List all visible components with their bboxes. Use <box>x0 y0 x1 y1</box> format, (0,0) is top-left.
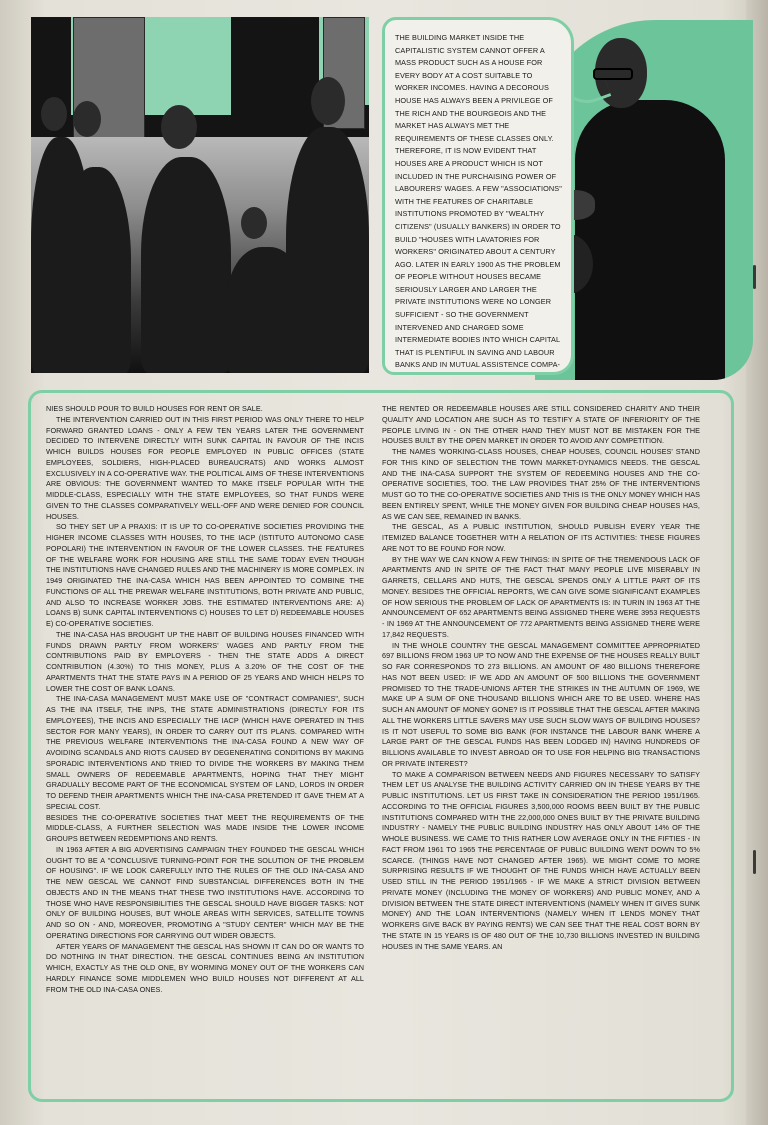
staple-bottom <box>753 850 756 874</box>
left-paragraph: IN 1963 AFTER A BIG ADVERTISING CAMPAIGN THEY FOUNDED THE GESCAL WHICH OUGHT TO BE A "CONCLUSIVE TURNING-POINT FOR THE SOLUTION OF THE PROBLEM OF HOUSING". IF WE LOOK CAREFULLY INTO THE RULES OF THE OLD INA-CASA AND THE NEW GESCAL WE CANNOT FIND SUBSTANCIAL DIFFERENCES BOTH IN THE OBJECTS AND IN THE MEANS THAT THESE TWO INSTITUTIONS HAVE. ACCORDING TO THOSE WHO HAVE RESPONSIBILITIES THE GESCAL SHOULD HAVE BIGGER TASKS: NOT ONLY OF BUILDING HOUSES, BUT WHOLE AREAS WITH SERVICES, SATELLITE TOWNS AND SO ON - AND, MOREOVER, PROMOTING A "STUDY CENTER" WHICH MAY BE THE OPERATING DIRECTIONS FOR CARRYING OUT WIDER OBJECTS. <box>46 844 364 940</box>
right-paragraph: IN THE WHOLE COUNTRY THE GESCAL MANAGEMENT COMMITTEE APPROPRIATED 697 BILLIONS FROM 1963 UP TO NOW AND THE EXPENSE OF THE HOUSES REALLY BUILT SO FAR CORRESPONDS TO 273 BILLIONS. AN AMOUNT OF 480 BILLIONS THEREFORE HAS NOT BEEN USED: IF WE ADD AN AMOUNT OF 500 BILLIONS THE GOVERNMENT PROMISED TO THE TRADE-UNIONS AFTER THE STRIKES IN THE AUTUMN OF 1969, WE MAKE UP A SUM OF ONE THOUSAND BILLIONS WHICH ARE TO BE USED. WHERE HAS SUCH AN AMOUNT OF MONEY GONE? IS IT POSSIBLE THAT THE GESCAL AFTER MAKING ALL THE WORKERS LITTLE SAVERS MAY USE SUCH SLOW WAYS OF BUILDING HOUSES? IS IT NOT USEFUL TO SOME BIG BANK (FOR INSTANCE THE LABOUR BANK WHERE A LARGE PART OF THE GESCAL FUNDS HAS BEEN LODGED IN) HAVING HUNDREDS OF BILLIONS AVAILABLE TO INVEST ABROAD OR TO USE FOR HELPING BIG TRANSACTIONS OR PRIVATE INTEREST? <box>382 640 700 768</box>
speech-bubble-text: THE BUILDING MARKET INSIDE THE CAPITALISTIC SYSTEM CANNOT OFFER A MASS PRODUCT SUCH AS A HOUSE FOR EVERY BODY AT A COST SUITABLE TO WORKER INCOMES. HAVING A DECOROUS HOUSE HAS ALWAYS BEEN A PRIVILEGE OF THE RICH AND THE BOURGEOIS AND THE MARKET HAS ALWAYS MET THE REQUIREMENTS OF THESE CLASSES ONLY. THEREFORE, IT IS NOW EVIDENT THAT HOUSES ARE A PRODUCT WHICH IS NOT INCLUDED IN THE PURCHAISING POWER OF LABOURERS' WAGES. A FEW "ASSOCIATIONS" WITH THE FEATURES OF CHARITABLE INSTITUTIONS PROMOTED BY "WEALTHY CITIZENS" (USUALLY BANKERS) IN ORDER TO BUILD "HOUSES WITH LAVATORIES FOR WORKERS" ORIGINATED ABOUT A CENTURY AGO. LATER IN EARLY 1900 AS THE PROBLEM OF PEOPLE WITHOUT HOUSES BECAME SERIOUSLY LARGER AND LARGER THE PRIVATE INSTITUTIONS WERE NO LONGER SUFFICIENT - SO THE GOVERNMENT INTERVENED AND CHARGED SOME INTERMEDIATE BODIES INTO WHICH CAPITAL THAT IS PLENTIFUL IN SAVING AND LABOUR BANKS AND IN MUTUAL ASSISTENCE COMPA- <box>395 33 562 370</box>
right-paragraph: THE GESCAL, AS A PUBLIC INSTITUTION, SHOULD PUBLISH EVERY YEAR THE ITEMIZED BALANCE TOGETHER WITH A RELATION OF ITS ACTIVITIES: THESE FIGURES ARE NOT TO BE FOUND FOR NOW. <box>382 522 700 553</box>
photo-person <box>286 127 369 373</box>
right-paragraph: THE RENTED OR REDEEMABLE HOUSES ARE STILL CONSIDERED CHARITY AND THEIR QUALITY AND LOCATION ARE SUCH AS TO TESTIFY A STATE OF INFERIORITY OF THE PEOPLE LIVING IN - ON THE OTHER HAND THEY MUST NOT BE MISTAKEN FOR THE HOUSES BUILT BY THE OPEN MARKET IN ORDER TO AVOID ANY COMPETITION. <box>382 404 700 446</box>
left-paragraph: THE INTERVENTION CARRIED OUT IN THIS FIRST PERIOD WAS ONLY THERE TO HELP FORWARD GRANTED LOANS - ONLY A FEW TEN YEARS LATER THE GOVERNMENT DECIDED TO INTERVENE DIRECTLY WITH SUNK CAPITAL IN FAVOUR OF THE INCIS WHICH BUILDS HOUSES FOR PEOPLE EMPLOYED IN PUBLIC OFFICES (STATE EMPLOYEES, SOLDIERS, HIGH-PLACED BUREAUCRATS) AND WORKS ALMOST EXCLUSIVELY IN A CO-OPERATIVE WAY. THE POLITICAL AIMS OF THESE INTERVENTIONS ARE OBVIOUS: THE GOVERNMENT WANTED TO MAKE ITSELF POPULAR WITH THE MIDDLE-CLASS, ESPECIALLY WITH THE STATE EMPLOYEES, SO THAT FUNDS WERE GIVEN TO THE CLASSES COMPARATIVELY WELL-OFF AND WERE DENIED FOR COUNCIL HOUSES. <box>46 414 364 521</box>
photo-person <box>61 167 131 373</box>
left-paragraph: THE INA-CASA HAS BROUGHT UP THE HABIT OF BUILDING HOUSES FINANCED WITH FUNDS DRAWN PARTLY FROM WORKERS' WAGES AND PARTLY FROM THE CONTRIBUTIONS PAID BY EMPLOYERS - THEN THE STATE ADDS A DIRECT CONTRIBUTION (4.30%) TO THIS MONEY, PLUS A 3.20% OF THE COST OF THE APARTMENTS THAT THE STATE PAYS IN A PERIOD OF 25 YEARS AND WHICH HELPS TO LOWER THE COST OF BANK LOANS. <box>46 629 364 693</box>
photo-head <box>311 77 345 125</box>
photo-head <box>241 207 267 239</box>
right-column <box>382 404 700 952</box>
right-paragraph: BY THE WAY WE CAN KNOW A FEW THINGS: IN SPITE OF THE TREMENDOUS LACK OF APARTMENTS AND IN SPITE OF THE FACT THAT MANY PEOPLE LIVE MISERABLY IN GARRETS, CELLARS AND HUTS, THE GESCAL SPENDS ONLY A LITTLE PART OF ITS MONEY. BESIDES THE OFFICIAL REPORTS, WE CAN GIVE SOME SIGNIFICANT EXAMPLES OF HOW SERIOUS THE PROBLEM OF LACK OF APARTMENTS IS: IN TURIN IN 1963 AT THE ANNOUNCEMENT OF 652 APARTMENTS BEING ASSIGNED THERE WERE 3953 REQUESTS - IN 1969 AT THE ANNOUNCEMENT OF 772 APARTMENTS BEING ASSIGNED THERE WERE 17,842 REQUESTS. <box>382 554 700 639</box>
left-paragraph: BESIDES THE CO-OPERATIVE SOCIETIES THAT MEET THE REQUIREMENTS OF THE MIDDLE-CLASS, A FURTHER SELECTION WAS MADE INSIDE THE LOWER INCOME GROUPS BETWEEN REDEMPTIONS AND RENTS. <box>46 812 364 843</box>
photo-head <box>73 101 101 137</box>
left-paragraph: THE INA-CASA MANAGEMENT MUST MAKE USE OF "CONTRACT COMPANIES", SUCH AS THE INA ITSELF, THE INPS, THE STATE ADMINISTRATIONS (DIRECTLY FOR ITS EMPLOYEES), THE INCIS AND ESPECIALLY THE IACP (WHICH HAVE OPERATED IN THIS SECTOR FOR MANY YEARS), IN ORDER TO CARRY OUT ITS PLANS. COMPARED WITH THE PREVIOUS WELFARE INTERVENTIONS THE INA-CASA FOUND A NEW WAY OF AVOIDING SCANDALS AND RIOTS CAUSED BY DEGENERATING CONDITIONS BY MAKING SPORADIC INTERVENTIONS AND TRIED TO DIVIDE THE WORKERS BY MAKING THEM SMALL OWNERS OF REDEEMABLE APARTMENTS, HOPING THAT THEY MIGHT GRADUALLY BECOME PART OF THE ECONOMICAL SYSTEM OF LAND, LORDS IN ORDER TO DEFEND THEIR APARTMENTS WHICH THE INA-CASA PRETENDED IT GAVE THEM AT A SPECIAL COST. <box>46 694 364 811</box>
photo-head <box>41 97 67 131</box>
left-column <box>46 404 364 995</box>
staple-top <box>753 265 756 289</box>
photo-person <box>141 157 231 373</box>
photo-head <box>161 105 197 149</box>
left-paragraph: AFTER YEARS OF MANAGEMENT THE GESCAL HAS SHOWN IT CAN DO OR WANTS TO DO NOTHING IN THAT DIRECTION. THE GESCAL CONTINUES BEING AN INSTITUTION WHICH, EXACTLY AS THE OLD ONE, BY WORMING MONEY OUT OF THE WORKERS CAN HARDLY FINANCE SOME MIDDLEMEN WHO BUILD HOUSES NOT DIFFERENT AT ALL FROM THE OLD INA-CASA ONES. <box>46 941 364 994</box>
group-photo <box>31 17 369 373</box>
left-paragraph: NIES SHOULD POUR TO BUILD HOUSES FOR RENT OR SALE. <box>46 404 263 413</box>
right-paragraph: THE NAMES 'WORKING-CLASS HOUSES, CHEAP HOUSES, COUNCIL HOUSES' STAND FOR THIS KIND OF SELECTION THE TOWN MARKET-DYNAMICS NEEDS. THE GESCAL AND THE INA-CASA SUPPORT THE SYSTEM OF REDEEMING HOUSES AND THE CO-OPERATIVE SOCIETIES, TOO. THE LAW PROVIDES THAT 25% OF THE INTERVENTIONS MUST GO TO THE CO-OPERATIVE SOCIETIES AND THIS IS THE ONLY MONEY WHICH HAS BEEN ENTIRELY SPENT, WHILE THE MONEY GIVEN FOR BUILDING CHEAP HOUSES HAS, AS WE CAN SEE, REMAINED IN BANKS. <box>382 447 700 521</box>
left-paragraph: SO THEY SET UP A PRAXIS: IT IS UP TO CO-OPERATIVE SOCIETIES PROVIDING THE HIGHER INCOME CLASSES WITH HOUSES, TO THE IACP (ISTITUTO AUTONOMO CASE POPOLARI) THE INTERVENTION IN FAVOUR OF THE LOWER CLASSES. THE FEATURES OF THE WELFARE WORK FOR HOUSING ARE STILL THE SAME TODAY EVEN THOUGH THE INSTITUTIONS HAVE CHANGED RULES AND THE MACHINERY IS MORE COMPLEX. IN 1949 ORIGINATED THE INA-CASA WHICH HAS BEEN APPOINTED TO COMBINE THE FUNCTIONS OF ALL THE PREWAR WELFARE INSTITUTIONS, BOTH PRIVATE AND PUBLIC, AND ALSO TO INCREASE WORKER JOBS. THE ESTIMATED INTERVENTIONS ARE: A) LOANS B) SUNK CAPITAL INTERVENTIONS C) HOUSES TO LET D) REDEEMABLE HOUSES E) CO-OPERATIVE SOCIETIES. <box>46 522 364 628</box>
speech-bubble <box>382 17 574 375</box>
right-paragraph: TO MAKE A COMPARISON BETWEEN NEEDS AND FIGURES NECESSARY TO SATISFY THEM LET US ANALYSE THE BUILDING ACTIVITY CARRIED ON IN THESE YEARS BY THE PUBLIC INSTITUTIONS. LET US FIRST TAKE IN CONSIDERATION THE PERIOD 1951/1965. ACCORDING TO THE OFFICIAL FIGURES 3,500,000 ROOMS BEEN BUILT BY THE PUBLIC INSTITUTIONS COMPARED WITH THE 22,000,000 ONES BUILT BY THE PRIVATE BUILDING INDUSTRY - NAMELY THE PUBLIC BUILDING INDUSTRY HAS ONLY ABOUT 14% OF THE WHOLE BUSINESS. WE CAME TO THIS RATHER LOW AVERAGE ONLY IN THE FIFTIES - IN FACT FROM 1961 TO 1965 THE PERCENTAGE OF PUBLIC BUILDING WENT DOWN TO 5% SCARCE. (THINGS HAVE NOT CHANGED AFTER 1965). WE MIGHT COME TO MORE SURPRISING RESULTS IF WE THOUGHT OF THE FUNDS WHICH HAVE ACTUALLY BEEN USED STILL IN THE PERIOD 1951/1965 - IF WE MAKE A STRICT DIVISION BETWEEN PRIVATE MONEY (INCLUDING THE MONEY OF WORKERS) AND PUBLIC MONEY, AND A DIVISION BETWEEN THE STATE DIRECT INTERVENTIONS (NAMELY WHEN IT GIVES SUNK MONEY) AND THE LOAN INTERVENTIONS (NAMELY WHEN IT LENDS MONEY THAT WORKERS GIVE BACK BY PAYING RENTS) WE CAN SEE THAT THE REAL COST BORN BY THE STATE IN 15 YEARS IS OF 480 OUT OF THE 10,730 BILLIONS INVESTED IN BUILDING HOUSES IN THE SAME YEARS. AN <box>382 769 700 951</box>
speaker-coat <box>575 100 725 380</box>
